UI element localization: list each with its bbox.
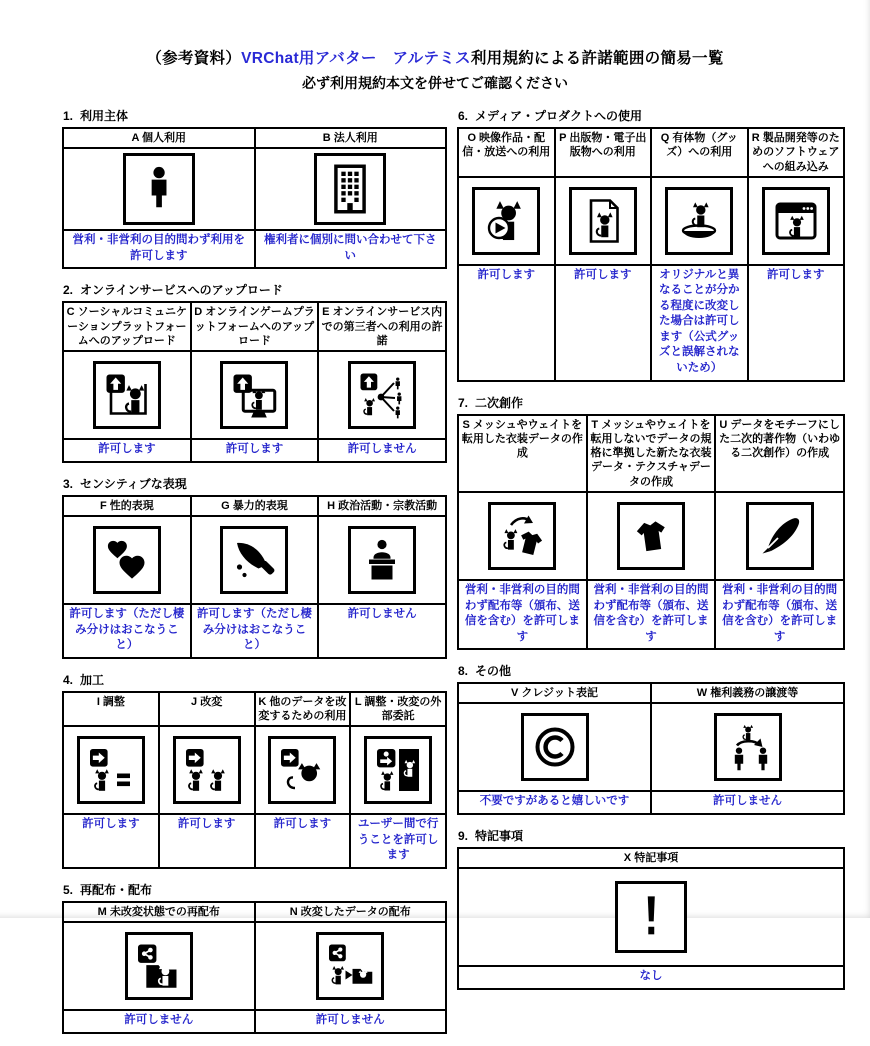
- podium-speaker-icon: [348, 526, 416, 594]
- cell-c-result: 許可します: [63, 439, 191, 462]
- cell-u-header: U データをモチーフにした二次的著作物（いわゆる二次創作）の作成: [715, 415, 844, 492]
- exclamation-icon: [615, 881, 687, 953]
- software-window-cat-icon: [762, 187, 830, 255]
- transfer-cat-users-icon: [714, 713, 782, 781]
- cell-s-result: 営利・非営利の目的問わず配布等（頒布、送信を含む）を許可します: [458, 580, 587, 649]
- person-icon: [123, 153, 195, 225]
- section-sensitive: [62, 475, 447, 659]
- cell-j-header: J 改変: [159, 692, 255, 727]
- section-derivative-works: [457, 394, 845, 651]
- cell-t-result: 営利・非営利の目的問わず配布等（頒布、送信を含む）を許可します: [587, 580, 716, 649]
- left-column: [62, 107, 447, 1046]
- section-heading: 9. 特記事項: [458, 828, 524, 843]
- section-table: [457, 847, 845, 990]
- cell-p-header: P 出版物・電子出版物への利用: [555, 128, 652, 177]
- section-other: [457, 662, 845, 815]
- share-cat-to-folder-icon: [316, 932, 384, 1000]
- knife-icon: [220, 526, 288, 594]
- cell-g-result: 許可します（ただし棲み分けはおこなうこと）: [191, 604, 319, 658]
- cell-f-header: F 性的表現: [63, 496, 191, 516]
- cell-m-header: M 未改変状態での再配布: [63, 902, 255, 922]
- upload-share-users-icon: [348, 361, 416, 429]
- section-heading: 3. センシティブな表現: [63, 476, 187, 491]
- cell-x-header: X 特記事項: [458, 848, 844, 868]
- section-heading: 5. 再配布・配布: [63, 882, 153, 897]
- section-online-upload: [62, 281, 447, 462]
- share-folder-cat-icon: [125, 932, 193, 1000]
- cell-v-result: 不要ですがあると嬉しいです: [458, 791, 651, 814]
- section-redistribution: [62, 881, 447, 1034]
- section-table: [62, 901, 447, 1034]
- cell-d-header: D オンラインゲームプラットフォームへのアップロード: [191, 302, 319, 351]
- cell-r-header: R 製品開発等のためのソフトウェアへの組み込み: [748, 128, 845, 177]
- cell-v-header: V クレジット表記: [458, 683, 651, 703]
- pen-icon: [746, 502, 814, 570]
- video-play-cat-icon: [472, 187, 540, 255]
- cell-b-header: B 法人利用: [255, 128, 447, 148]
- cell-c-header: C ソーシャルコミュニケーションプラットフォームへのアップロード: [63, 302, 191, 351]
- cell-x-result: なし: [458, 966, 844, 989]
- cell-p-result: 許可します: [555, 265, 652, 381]
- section-processing: [62, 671, 447, 869]
- title-prefix: （参考資料）: [146, 50, 242, 67]
- title-line1: [0, 46, 870, 68]
- modify-two-cats-icon: [173, 736, 241, 804]
- cell-k-result: 許可します: [255, 814, 351, 868]
- section-table: [457, 682, 845, 815]
- cat-arrow-shirt-icon: [488, 502, 556, 570]
- upload-cat-icon: [93, 361, 161, 429]
- document-cat-icon: [569, 187, 637, 255]
- section-special-notes: [457, 827, 845, 990]
- hearts-icon: [93, 526, 161, 594]
- title-suffix: 利用規約による許諾範囲の簡易一覧: [470, 50, 724, 67]
- section-table: [62, 495, 447, 659]
- section-usage-subject: [62, 107, 447, 269]
- right-column: [457, 107, 845, 1002]
- cell-h-result: 許可しません: [318, 604, 446, 658]
- cell-w-header: W 権利義務の譲渡等: [651, 683, 844, 703]
- section-media-product: [457, 107, 845, 382]
- shirt-icon: [617, 502, 685, 570]
- cell-m-result: 許可しません: [63, 1010, 255, 1033]
- section-table: [62, 691, 447, 869]
- cell-n-header: N 改変したデータの配布: [255, 902, 447, 922]
- cell-q-result: オリジナルと異なることが分かる程度に改変した場合は許可します（公式グッズと誤解されないため）: [651, 265, 748, 381]
- cell-h-header: H 政治活動・宗教活動: [318, 496, 446, 516]
- cell-s-header: S メッシュやウェイトを転用した衣装データの作成: [458, 415, 587, 492]
- cell-e-header: E オンラインサービス内での第三者への利用の許諾: [318, 302, 446, 351]
- cell-d-result: 許可します: [191, 439, 319, 462]
- cell-a-header: A 個人利用: [63, 128, 255, 148]
- section-heading: 1. 利用主体: [63, 109, 129, 123]
- cell-f-result: 許可します（ただし棲み分けはおこなうこと）: [63, 604, 191, 658]
- cell-a-result: 営利・非営利の目的問わず利用を許可します: [63, 230, 255, 268]
- section-heading: 2. オンラインサービスへのアップロード: [63, 283, 283, 298]
- section-heading: 8. その他: [458, 664, 512, 679]
- cell-t-header: T メッシュやウェイトを転用しないでデータの規格に準拠した新たな衣装データ・テクスチャデータの作成: [587, 415, 716, 492]
- cell-e-result: 許可しません: [318, 439, 446, 462]
- cell-q-header: Q 有体物（グッズ）への利用: [651, 128, 748, 177]
- page-title: [0, 46, 870, 93]
- cell-i-result: 許可します: [63, 814, 159, 868]
- outsource-swap-icon: [364, 736, 432, 804]
- cell-w-result: 許可しません: [651, 791, 844, 814]
- cell-g-header: G 暴力的表現: [191, 496, 319, 516]
- cell-n-result: 許可しません: [255, 1010, 447, 1033]
- cell-l-result: ユーザー間で行うことを許可します: [350, 814, 446, 868]
- section-table: [62, 127, 447, 269]
- section-table: [62, 301, 447, 462]
- section-heading: 4. 加工: [63, 672, 105, 687]
- section-table: [457, 414, 845, 651]
- cell-u-result: 営利・非営利の目的問わず配布等（頒布、送信を含む）を許可します: [715, 580, 844, 649]
- section-heading: 6. メディア・プロダクトへの使用: [458, 109, 643, 123]
- modify-cat-head-icon: [268, 736, 336, 804]
- building-icon: [314, 153, 386, 225]
- section-table: [457, 127, 845, 382]
- adjust-cat-equals-icon: [77, 736, 145, 804]
- cell-k-header: K 他のデータを改変するための利用: [255, 692, 351, 727]
- upload-monitor-cat-icon: [220, 361, 288, 429]
- cell-b-result: 権利者に個別に問い合わせて下さい: [255, 230, 447, 268]
- cell-i-header: I 調整: [63, 692, 159, 727]
- figurine-cat-icon: [665, 187, 733, 255]
- cell-o-header: O 映像作品・配信・放送への利用: [458, 128, 555, 177]
- cell-o-result: 許可します: [458, 265, 555, 381]
- cell-r-result: 許可します: [748, 265, 845, 381]
- title-product: VRChat用アバター アルテミス: [241, 50, 471, 67]
- cell-l-header: L 調整・改変の外部委託: [350, 692, 446, 727]
- copyright-icon: [521, 713, 589, 781]
- title-line2: 必ず利用規約本文を併せてご確認ください: [302, 75, 568, 91]
- cell-j-result: 許可します: [159, 814, 255, 868]
- section-heading: 7. 二次創作: [458, 395, 524, 410]
